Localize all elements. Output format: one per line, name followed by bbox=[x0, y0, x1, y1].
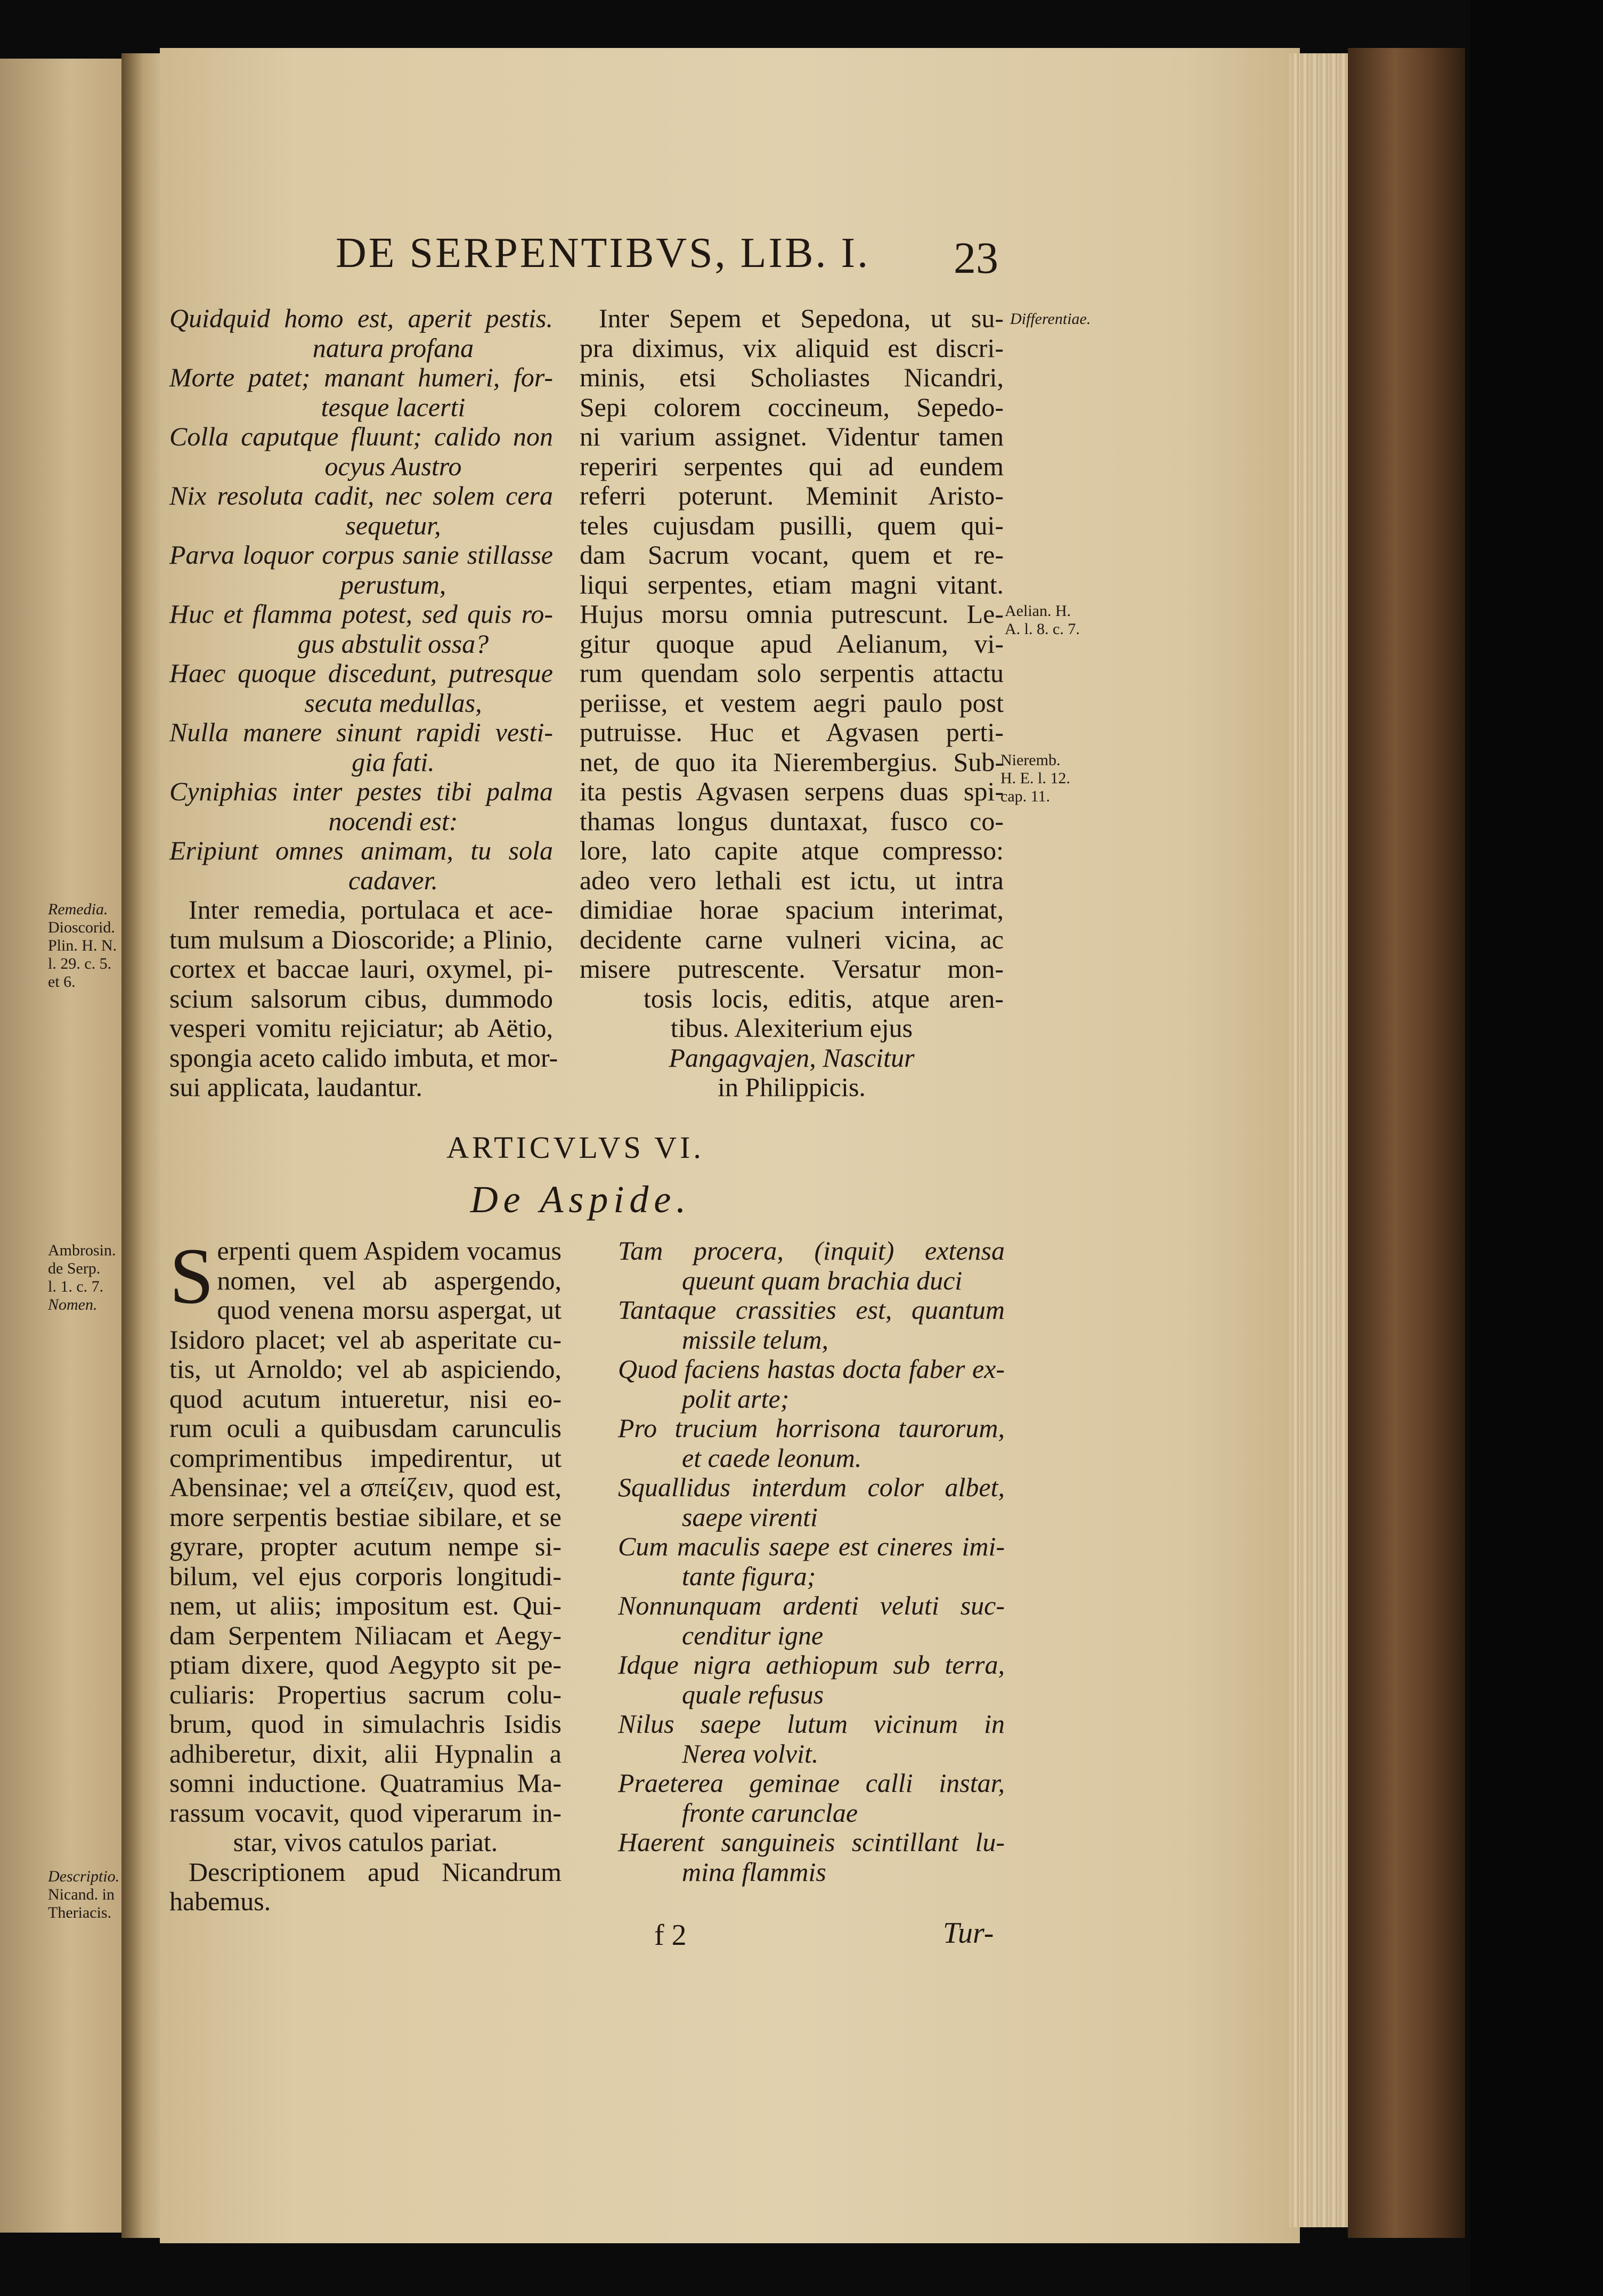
margin-note-line: Descriptio. bbox=[48, 1868, 120, 1885]
text-line: tosis locis, editis, atque aren- bbox=[644, 983, 1004, 1013]
text-line: Cum maculis saepe est cineres imi- bbox=[618, 1531, 1005, 1561]
text-line: pra diximus, vix aliquid est discri- bbox=[580, 332, 1004, 363]
text-line: misere putrescente. Versatur mon- bbox=[580, 954, 1004, 984]
text-line: Nerea volvit. bbox=[682, 1738, 819, 1768]
article-heading: ARTICVLVS VI. bbox=[446, 1130, 704, 1165]
text-line: tis, ut Arnoldo; vel ab aspiciendo, bbox=[169, 1354, 562, 1384]
text-line: quod venena morsu aspergat, ut bbox=[217, 1295, 562, 1325]
margin-note-nieremb bbox=[1000, 751, 1070, 806]
text-line: secuta medullas, bbox=[304, 687, 482, 718]
text-line: ptiam dixere, quod Aegypto sit pe- bbox=[169, 1650, 562, 1680]
margin-note-line: Aelian. H. bbox=[1005, 602, 1071, 620]
text-line: Cyniphias inter pestes tibi palma bbox=[169, 776, 553, 806]
text-line: net, de quo ita Nierembergius. Sub- bbox=[580, 747, 1004, 777]
text-line: Eripiunt omnes animam, tu sola bbox=[169, 835, 553, 865]
margin-note-line: Theriacis. bbox=[48, 1904, 112, 1921]
text-line: rum oculi a quibusdam carunculis bbox=[169, 1413, 562, 1443]
text-line: decidente carne vulneri vicina, ac bbox=[580, 924, 1004, 954]
text-line: gus abstulit ossa? bbox=[297, 628, 489, 659]
text-line: referri poterunt. Meminit Aristo- bbox=[580, 481, 1004, 510]
margin-note-line: Ambrosin. bbox=[48, 1242, 116, 1259]
text-line: putruisse. Huc et Agvasen perti- bbox=[580, 717, 1004, 747]
text-line: ita pestis Agvasen serpens duas spi- bbox=[580, 776, 1004, 806]
text-line: Parva loquor corpus sanie stillasse bbox=[169, 540, 553, 570]
right-column-top bbox=[580, 304, 1004, 1102]
text-line: Abensinae; vel a σπείζειν, quod est, bbox=[169, 1472, 562, 1502]
page-number: 23 bbox=[954, 233, 998, 283]
text-line: more serpentis bestiae sibilare, et se bbox=[169, 1502, 562, 1532]
text-line: quale refusus bbox=[682, 1679, 824, 1709]
text-line: nocendi est: bbox=[328, 806, 458, 836]
margin-note-line: cap. 11. bbox=[1000, 788, 1051, 805]
text-line: Pro trucium horrisona taurorum, bbox=[618, 1413, 1005, 1443]
text-line: Hujus morsu omnia putrescunt. Le- bbox=[580, 599, 1004, 629]
text-line: Inter Sepem et Sepedona, ut su- bbox=[599, 303, 1004, 333]
text-line: tibus. Alexiterium ejus bbox=[670, 1013, 913, 1043]
margin-note-line: Dioscorid. bbox=[48, 919, 115, 936]
text-line: Idque nigra aethiopum sub terra, bbox=[618, 1650, 1005, 1680]
margin-note-line: Remedia. bbox=[48, 900, 108, 918]
text-line: dimidiae horae spacium interimat, bbox=[580, 895, 1004, 924]
text-line: gitur quoque apud Aelianum, vi- bbox=[580, 628, 1004, 659]
running-title: DE SERPENTIBVS, LIB. I. bbox=[336, 230, 870, 277]
margin-note-ambrosin bbox=[48, 1242, 116, 1314]
margin-note-line: Plin. H. N. bbox=[48, 937, 117, 954]
text-line: liqui serpentes, etiam magni vitant. bbox=[580, 569, 1004, 599]
text-line: cenditur igne bbox=[682, 1620, 824, 1650]
text-line: teles cujusdam pusilli, quem qui- bbox=[580, 510, 1004, 540]
text-line: ocyus Austro bbox=[324, 451, 462, 481]
scan-background bbox=[1470, 0, 1603, 2296]
text-line: Nilus saepe lutum vicinum in bbox=[618, 1709, 1005, 1739]
text-line: adeo vero lethali est ictu, ut intra bbox=[580, 865, 1004, 895]
text-line: mina flammis bbox=[682, 1856, 826, 1887]
margin-note-line: A. l. 8. c. 7. bbox=[1005, 620, 1080, 638]
text-line: cadaver. bbox=[348, 865, 438, 895]
text-line: Nonnunquam ardenti veluti suc- bbox=[618, 1591, 1005, 1620]
text-line: polit arte; bbox=[682, 1383, 790, 1414]
text-line: vesperi vomitu rejiciatur; ab Aëtio, bbox=[169, 1013, 553, 1043]
text-line: reperiri serpentes qui ad eundem bbox=[580, 451, 1004, 481]
text-line: Huc et flamma potest, sed quis ro- bbox=[169, 599, 553, 629]
text-line: erpenti quem Aspidem vocamus bbox=[217, 1236, 562, 1265]
drop-cap: S bbox=[169, 1232, 214, 1320]
text-line: cortex et baccae lauri, oxymel, pi- bbox=[169, 954, 553, 984]
left-column-bottom bbox=[169, 1232, 562, 1917]
text-line: Squallidus interdum color albet, bbox=[618, 1472, 1005, 1502]
left-column-top bbox=[169, 303, 558, 1102]
margin-note-line: l. 29. c. 5. bbox=[48, 955, 112, 972]
signature-mark: f 2 bbox=[654, 1919, 687, 1952]
book-cover-edge bbox=[1348, 48, 1465, 2238]
text-line: dam Sacrum vocant, quem et re- bbox=[580, 540, 1004, 570]
margin-note-line: de Serp. bbox=[48, 1260, 101, 1277]
text-line: Descriptionem apud Nicandrum bbox=[189, 1856, 562, 1887]
page-edges bbox=[1289, 53, 1353, 2227]
article-subheading: De Aspide. bbox=[470, 1178, 691, 1221]
text-line: Colla caputque fluunt; calido non bbox=[169, 421, 553, 451]
text-line: Isidoro placet; vel ab asperitate cu- bbox=[169, 1324, 562, 1354]
text-line: missile telum, bbox=[682, 1324, 828, 1354]
margin-note-line: Nicand. in bbox=[48, 1886, 115, 1903]
margin-note-line: Nieremb. bbox=[1000, 751, 1061, 769]
margin-note-line: Nomen. bbox=[48, 1296, 97, 1313]
text-line: scium salsorum cibus, dummodo bbox=[169, 983, 553, 1013]
text-line: et caede leonum. bbox=[682, 1442, 862, 1473]
text-line: Praeterea geminae calli instar, bbox=[618, 1768, 1005, 1798]
margin-note-differentiae: Differentiae. bbox=[1010, 310, 1091, 328]
text-line: star, vivos catulos pariat. bbox=[233, 1827, 498, 1857]
text-line: sui applicata, laudantur. bbox=[169, 1072, 422, 1102]
text-line: spongia aceto calido imbuta, et mor- bbox=[169, 1042, 558, 1073]
text-line: gyrare, propter acutum nempe si- bbox=[169, 1531, 562, 1561]
text-line: in Philippicis. bbox=[718, 1072, 866, 1102]
text-line: thamas longus duntaxat, fusco co- bbox=[580, 806, 1004, 836]
text-line: brum, quod in simulachris Isidis bbox=[169, 1709, 562, 1739]
text-line: somni inductione. Quatramius Ma- bbox=[169, 1768, 562, 1798]
text-line: ni varium assignet. Videntur tamen bbox=[580, 421, 1004, 451]
text-line: comprimentibus impedirentur, ut bbox=[169, 1442, 562, 1473]
text-line: gia fati. bbox=[352, 747, 435, 777]
text-line: tante figura; bbox=[682, 1561, 816, 1591]
text-line: Nix resoluta cadit, nec solem cera bbox=[169, 481, 553, 510]
text-line: Inter remedia, portulaca et ace- bbox=[189, 895, 553, 924]
text-line: Pangagvajen, Nascitur bbox=[669, 1042, 915, 1073]
text-line: tesque lacerti bbox=[321, 392, 466, 422]
bleed-through-text bbox=[11, 421, 16, 448]
text-line: tum mulsum a Dioscoride; a Plinio, bbox=[169, 924, 553, 954]
margin-note-aelian bbox=[1005, 602, 1080, 638]
text-line: Sepi colorem coccineum, Sepedo- bbox=[580, 392, 1004, 422]
text-line: nomen, vel ab aspergendo, bbox=[217, 1265, 562, 1295]
text-line: culiaris: Propertius sacrum colu- bbox=[169, 1679, 562, 1709]
text-line: sequetur, bbox=[345, 510, 441, 540]
text-line: natura profana bbox=[312, 332, 474, 363]
text-line: dam Serpentem Niliacam et Aegy- bbox=[169, 1620, 562, 1650]
text-line: saepe virenti bbox=[682, 1502, 818, 1532]
text-line: Tam procera, (inquit) extensa bbox=[618, 1236, 1005, 1265]
catchword: Tur- bbox=[943, 1917, 994, 1950]
margin-note-line: l. 1. c. 7. bbox=[48, 1278, 104, 1295]
text-line: Haec quoque discedunt, putresque bbox=[169, 658, 553, 688]
right-column-bottom bbox=[618, 1236, 1005, 1887]
text-line: Nulla manere sinunt rapidi vesti- bbox=[169, 717, 553, 747]
text-line: rum quendam solo serpentis attactu bbox=[580, 658, 1004, 688]
text-line: Quidquid homo est, aperit pestis. bbox=[169, 303, 553, 333]
text-line: periisse, et vestem aegri paulo post bbox=[580, 687, 1004, 718]
margin-note-line: et 6. bbox=[48, 973, 76, 991]
text-line: bilum, vel ejus corporis longitudi- bbox=[169, 1561, 562, 1591]
text-line: queunt quam brachia duci bbox=[682, 1265, 963, 1295]
text-line: habemus. bbox=[169, 1886, 271, 1916]
text-line: quod acutum intueretur, nisi eo- bbox=[169, 1383, 562, 1414]
text-line: rassum vocavit, quod viperarum in- bbox=[169, 1797, 562, 1828]
text-line: Quod faciens hastas docta faber ex- bbox=[618, 1354, 1005, 1384]
text-line: Haerent sanguineis scintillant lu- bbox=[618, 1827, 1005, 1857]
text-line: adhiberetur, dixit, alii Hypnalin a bbox=[169, 1738, 562, 1768]
text-line: minis, etsi Scholiastes Nicandri, bbox=[580, 362, 1004, 392]
text-line: lore, lato capite atque compresso: bbox=[580, 835, 1004, 865]
text-line: Morte patet; manant humeri, for- bbox=[169, 362, 553, 392]
margin-note-remedia bbox=[48, 900, 117, 991]
text-line: fronte carunclae bbox=[682, 1797, 858, 1828]
margin-note-line: H. E. l. 12. bbox=[1000, 769, 1070, 787]
margin-note-descriptio bbox=[48, 1868, 119, 1922]
text-line: Tantaque crassities est, quantum bbox=[618, 1295, 1005, 1325]
text-line: nem, ut aliis; impositum est. Qui- bbox=[169, 1591, 562, 1620]
text-line: perustum, bbox=[340, 569, 446, 599]
